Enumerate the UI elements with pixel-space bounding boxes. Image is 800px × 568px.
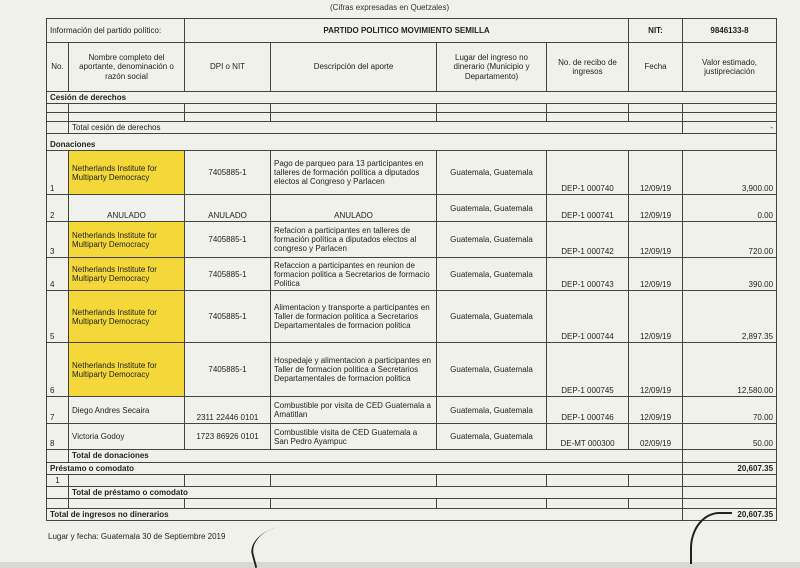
contribution-date: 12/09/19 bbox=[629, 291, 683, 343]
receipt-number: DEP-1 000743 bbox=[547, 258, 629, 291]
total-cesion-value: - bbox=[683, 122, 777, 134]
receipt-number: DEP-1 000746 bbox=[547, 397, 629, 424]
receipt-number: DE-MT 000300 bbox=[547, 424, 629, 450]
contributor-dpi: 7405885-1 bbox=[185, 291, 271, 343]
total-ingresos-label: Total de ingresos no dinerarios bbox=[47, 509, 683, 521]
table-row bbox=[47, 222, 777, 258]
contributor-name: Netherlands Institute for Multiparty Democracy bbox=[69, 258, 185, 291]
contributor-name: Netherlands Institute for Multiparty Democracy bbox=[69, 291, 185, 343]
table-row bbox=[47, 424, 777, 450]
contribution-description: Refaccion a participantes en reunion de formacion politica a Secretarios de formacio Politica bbox=[271, 258, 437, 291]
col-header-no: No. bbox=[47, 43, 69, 92]
contribution-value: 50.00 bbox=[683, 424, 777, 450]
table-row bbox=[47, 195, 777, 222]
total-donaciones-value: 20,607.35 bbox=[683, 462, 777, 474]
receipt-number: DEP-1 000745 bbox=[547, 343, 629, 397]
row-no: 8 bbox=[47, 424, 69, 450]
contribution-value: 0.00 bbox=[683, 195, 777, 222]
contribution-date: 12/09/19 bbox=[629, 258, 683, 291]
total-cesion-label: Total cesión de derechos bbox=[69, 122, 683, 134]
table-row bbox=[47, 397, 777, 424]
contributor-dpi: 7405885-1 bbox=[185, 258, 271, 291]
contributor-name: Victoria Godoy bbox=[69, 424, 185, 450]
contribution-value: 390.00 bbox=[683, 258, 777, 291]
contribution-date: 12/09/19 bbox=[629, 222, 683, 258]
contribution-place: Guatemala, Guatemala bbox=[437, 397, 547, 424]
contribution-place: Guatemala, Guatemala bbox=[437, 291, 547, 343]
contribution-description: Combustible visita de CED Guatemala a San Pedro Ayampuc bbox=[271, 424, 437, 450]
contribution-value: 3,900.00 bbox=[683, 151, 777, 195]
total-ingresos-value: 20,607.35 bbox=[683, 509, 777, 521]
info-row bbox=[47, 19, 777, 43]
table-row bbox=[47, 291, 777, 343]
contribution-place: Guatemala, Guatemala bbox=[437, 424, 547, 450]
receipt-number: DEP-1 000741 bbox=[547, 195, 629, 222]
contribution-value: 720.00 bbox=[683, 222, 777, 258]
row-no: 7 bbox=[47, 397, 69, 424]
col-header-dpi: DPI o NIT bbox=[185, 43, 271, 92]
row-no: 1 bbox=[47, 151, 69, 195]
total-prestamo-label: Total de préstamo o comodato bbox=[69, 486, 683, 498]
contribution-place: Guatemala, Guatemala bbox=[437, 343, 547, 397]
row-no: 5 bbox=[47, 291, 69, 343]
contribution-place: Guatemala, Guatemala bbox=[437, 258, 547, 291]
col-header-desc: Descripción del aporte bbox=[271, 43, 437, 92]
header-row bbox=[47, 43, 777, 92]
contributions-table bbox=[46, 18, 777, 521]
table-row bbox=[47, 258, 777, 291]
contribution-date: 12/09/19 bbox=[629, 151, 683, 195]
receipt-number: DEP-1 000744 bbox=[547, 291, 629, 343]
nit-label: NIT: bbox=[629, 19, 683, 43]
contributor-name: Diego Andres Secaira bbox=[69, 397, 185, 424]
contribution-description: Alimentacion y transporte a participantes en Taller de formacion politica a Secretarios Departamentales de formacion politica bbox=[271, 291, 437, 343]
contributor-dpi: 1723 86926 0101 bbox=[185, 424, 271, 450]
table-row bbox=[47, 151, 777, 195]
col-header-name: Nombre completo del aportante, denominación o razón social bbox=[69, 43, 185, 92]
contribution-value: 2,897.35 bbox=[683, 291, 777, 343]
party-name: PARTIDO POLITICO MOVIMIENTO SEMILLA bbox=[185, 19, 629, 43]
contribution-description: Hospedaje y alimentacion a participantes en Taller de formacion politica a Secretarios Departamentales de formacion politica bbox=[271, 343, 437, 397]
contribution-description: Combustible por visita de CED Guatemala a Amatitlan bbox=[271, 397, 437, 424]
contributor-name: Netherlands Institute for Multiparty Democracy bbox=[69, 151, 185, 195]
contribution-value: 70.00 bbox=[683, 397, 777, 424]
contributor-dpi: 7405885-1 bbox=[185, 343, 271, 397]
contribution-place: Guatemala, Guatemala bbox=[437, 195, 547, 222]
col-header-place: Lugar del ingreso no dinerario (Municipio y Departamento) bbox=[437, 43, 547, 92]
row-no: 6 bbox=[47, 343, 69, 397]
contributor-dpi: ANULADO bbox=[185, 195, 271, 222]
contribution-description: Pago de parqueo para 13 participantes en talleres de formación política a diputados electos al Congreso y Parlacen bbox=[271, 151, 437, 195]
table-row bbox=[47, 343, 777, 397]
contribution-date: 02/09/19 bbox=[629, 424, 683, 450]
row-no: 3 bbox=[47, 222, 69, 258]
contributor-name: ANULADO bbox=[69, 195, 185, 222]
contributor-dpi: 7405885-1 bbox=[185, 151, 271, 195]
section-donaciones: Donaciones bbox=[47, 134, 777, 151]
contribution-date: 12/09/19 bbox=[629, 397, 683, 424]
contribution-description: Refacion a participantes en talleres de formación política a diputados electos al congreso y Parlacen bbox=[271, 222, 437, 258]
info-label: Información del partido político: bbox=[47, 19, 185, 43]
contributor-name: Netherlands Institute for Multiparty Democracy bbox=[69, 343, 185, 397]
caption: (Cifras expresadas en Quetzales) bbox=[330, 3, 450, 12]
col-header-value: Valor estimado, justipreciación bbox=[683, 43, 777, 92]
prestamo-row-no: 1 bbox=[47, 474, 69, 486]
section-cesion: Cesión de derechos bbox=[47, 92, 777, 104]
nit-value: 9846133-8 bbox=[683, 19, 777, 43]
row-no: 4 bbox=[47, 258, 69, 291]
total-donaciones-label: Total de donaciones bbox=[69, 450, 683, 462]
section-prestamo: Préstamo o comodato bbox=[47, 462, 683, 474]
receipt-number: DEP-1 000742 bbox=[547, 222, 629, 258]
place-and-date: Lugar y fecha: Guatemala 30 de Septiembre 2019 bbox=[48, 532, 226, 541]
contributor-dpi: 2311 22446 0101 bbox=[185, 397, 271, 424]
contributor-name: Netherlands Institute for Multiparty Democracy bbox=[69, 222, 185, 258]
row-no: 2 bbox=[47, 195, 69, 222]
contribution-date: 12/09/19 bbox=[629, 195, 683, 222]
contribution-description: ANULADO bbox=[271, 195, 437, 222]
col-header-receipt: No. de recibo de ingresos bbox=[547, 43, 629, 92]
contributor-dpi: 7405885-1 bbox=[185, 222, 271, 258]
contribution-date: 12/09/19 bbox=[629, 343, 683, 397]
signature-mark bbox=[246, 522, 305, 568]
contribution-place: Guatemala, Guatemala bbox=[437, 222, 547, 258]
receipt-number: DEP-1 000740 bbox=[547, 151, 629, 195]
contribution-place: Guatemala, Guatemala bbox=[437, 151, 547, 195]
col-header-date: Fecha bbox=[629, 43, 683, 92]
contribution-value: 12,580.00 bbox=[683, 343, 777, 397]
